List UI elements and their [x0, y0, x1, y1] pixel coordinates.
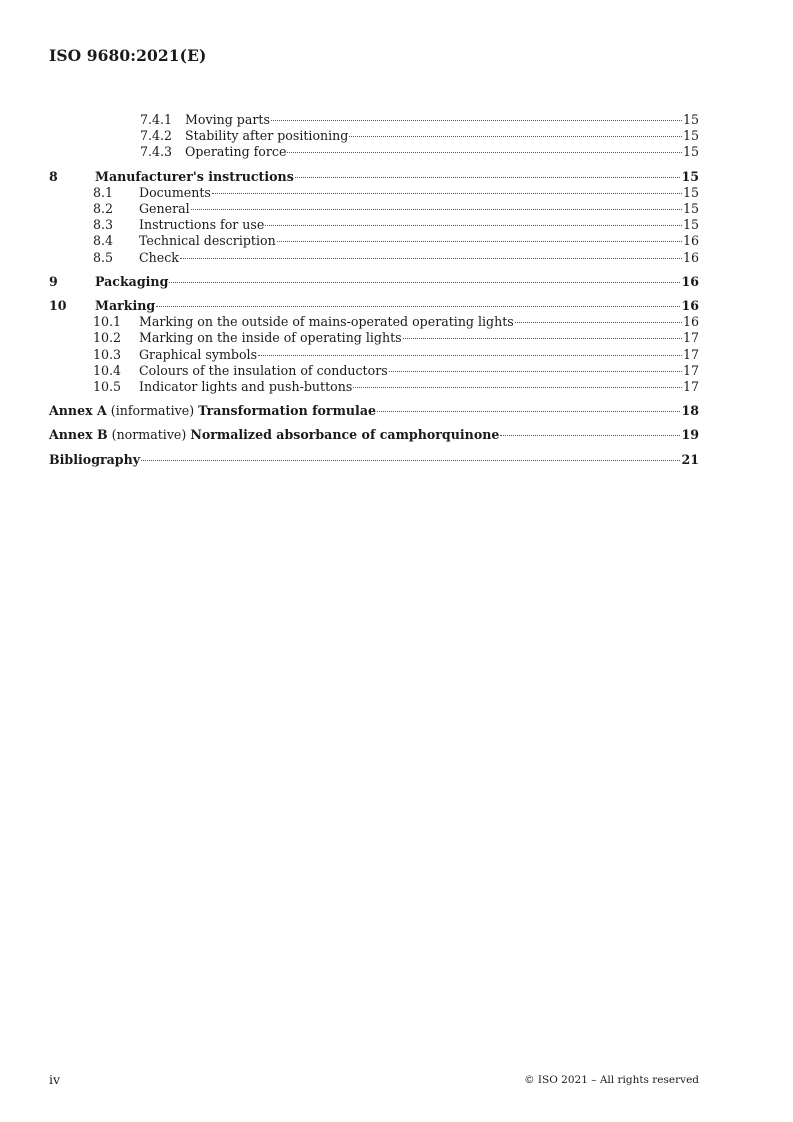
toc-entry-page: 15: [682, 144, 699, 160]
toc-entry-page: 17: [682, 379, 699, 395]
toc-entry-page: 15: [682, 128, 699, 144]
dot-leader: [500, 435, 680, 436]
toc-entry-page: 15: [681, 168, 699, 184]
toc-entry-title: Instructions for use: [139, 217, 265, 233]
annex-heading: [49, 427, 499, 443]
toc-entry-7-4-1[interactable]: [49, 112, 699, 128]
toc-entry-page: 16: [681, 273, 699, 289]
dot-leader: [377, 411, 680, 412]
dot-leader: [271, 120, 682, 121]
document-id-header: ISO 9680:2021(E): [49, 46, 207, 65]
toc-entry-page: 16: [682, 314, 699, 330]
dot-leader: [156, 306, 680, 307]
toc-entry-number: 8.5: [93, 249, 114, 265]
annex-label: Annex A: [49, 403, 107, 419]
dot-leader: [287, 152, 682, 153]
dot-leader: [403, 338, 682, 339]
toc-entry-number: 9: [49, 273, 58, 289]
toc-entry-bibliography[interactable]: [49, 452, 699, 468]
dot-leader: [191, 209, 682, 210]
toc-entry-number: 7.4.3: [140, 144, 173, 160]
annex-title: Normalized absorbance of camphorquinone: [190, 427, 500, 443]
toc-entry-title: Stability after positioning: [185, 128, 349, 144]
toc-entry-10-5[interactable]: [49, 379, 699, 395]
toc-entry-8-3[interactable]: [49, 217, 699, 233]
annex-label: Annex B: [49, 427, 108, 443]
toc-entry-title: Manufacturer's instructions: [95, 168, 294, 184]
toc-entry-number: 8.2: [93, 201, 114, 217]
annex-type: (normative): [111, 427, 187, 443]
toc-entry-8-2[interactable]: [49, 201, 699, 217]
dot-leader: [349, 136, 682, 137]
toc-entry-10[interactable]: [49, 298, 699, 314]
toc-entry-8[interactable]: [49, 169, 699, 185]
toc-entry-number: 10: [49, 298, 67, 314]
dot-leader: [277, 241, 682, 242]
toc-entry-number: 7.4.1: [140, 112, 173, 127]
toc-entry-page: 18: [681, 403, 699, 419]
toc-entry-8-1[interactable]: [49, 185, 699, 201]
toc-entry-title: Documents: [139, 184, 211, 200]
toc-entry-title: Marking: [95, 298, 156, 314]
toc-entry-title: Colours of the insulation of conductors: [139, 362, 388, 378]
toc-entry-7-4-2[interactable]: [49, 128, 699, 144]
dot-leader: [258, 355, 682, 356]
toc-entry-10-1[interactable]: [49, 314, 699, 330]
toc-entry-title: Check: [139, 249, 179, 265]
toc-entry-10-3[interactable]: [49, 347, 699, 363]
annex-title: Transformation formulae: [198, 403, 377, 419]
toc-entry-page: 16: [682, 249, 699, 265]
toc-entry-number: 10.3: [93, 346, 122, 362]
dot-leader: [212, 193, 682, 194]
toc-entry-title: Indicator lights and push-buttons: [139, 379, 353, 395]
toc-entry-page: 17: [682, 346, 699, 362]
toc-entry-10-2[interactable]: [49, 330, 699, 346]
toc-entry-page: 21: [681, 451, 699, 467]
dot-leader: [169, 282, 680, 283]
toc-entry-number: 8.1: [93, 184, 114, 200]
toc-entry-page: 15: [682, 112, 699, 127]
table-of-contents: [49, 112, 699, 468]
dot-leader: [353, 387, 682, 388]
dot-leader: [295, 177, 681, 178]
toc-entry-number: 7.4.2: [140, 128, 173, 144]
toc-entry-number: 10.2: [93, 330, 122, 346]
toc-entry-title: Operating force: [185, 144, 287, 160]
toc-entry-annex-b[interactable]: [49, 427, 699, 443]
toc-entry-page: 17: [682, 362, 699, 378]
toc-entry-page: 16: [682, 233, 699, 249]
toc-entry-number: 10.5: [93, 379, 122, 395]
toc-entry-number: 8.3: [93, 217, 114, 233]
toc-entry-page: 17: [682, 330, 699, 346]
toc-entry-page: 19: [681, 427, 699, 443]
toc-entry-10-4[interactable]: [49, 363, 699, 379]
dot-leader: [141, 460, 680, 461]
toc-entry-7-4-3[interactable]: [49, 144, 699, 160]
annex-type: (informative): [110, 403, 195, 419]
toc-entry-title: Graphical symbols: [139, 346, 258, 362]
copyright-notice: © ISO 2021 – All rights reserved: [524, 1074, 699, 1086]
toc-entry-page: 15: [682, 201, 699, 217]
page-number: iv: [49, 1072, 61, 1087]
annex-heading: [49, 403, 376, 419]
toc-entry-8-4[interactable]: [49, 233, 699, 249]
dot-leader: [389, 371, 682, 372]
toc-entry-title: Packaging: [95, 273, 169, 289]
toc-entry-9[interactable]: [49, 274, 699, 290]
bibliography-title: Bibliography: [49, 451, 141, 467]
toc-entry-page: 15: [682, 184, 699, 200]
toc-entry-title: Marking on the outside of mains-operated operating lights: [139, 314, 514, 330]
toc-entry-title: Moving parts: [185, 112, 270, 127]
toc-entry-number: 8.4: [93, 233, 114, 249]
toc-entry-title: Technical description: [139, 233, 276, 249]
dot-leader: [265, 225, 682, 226]
toc-entry-annex-a[interactable]: [49, 403, 699, 419]
dot-leader: [515, 322, 682, 323]
toc-entry-8-5[interactable]: [49, 250, 699, 266]
toc-entry-title: Marking on the inside of operating lights: [139, 330, 402, 346]
toc-entry-page: 16: [681, 298, 699, 314]
toc-entry-title: General: [139, 201, 190, 217]
dot-leader: [180, 258, 682, 259]
toc-entry-number: 10.1: [93, 314, 122, 330]
toc-entry-page: 15: [682, 217, 699, 233]
toc-entry-number: 10.4: [93, 362, 122, 378]
toc-entry-number: 8: [49, 168, 58, 184]
